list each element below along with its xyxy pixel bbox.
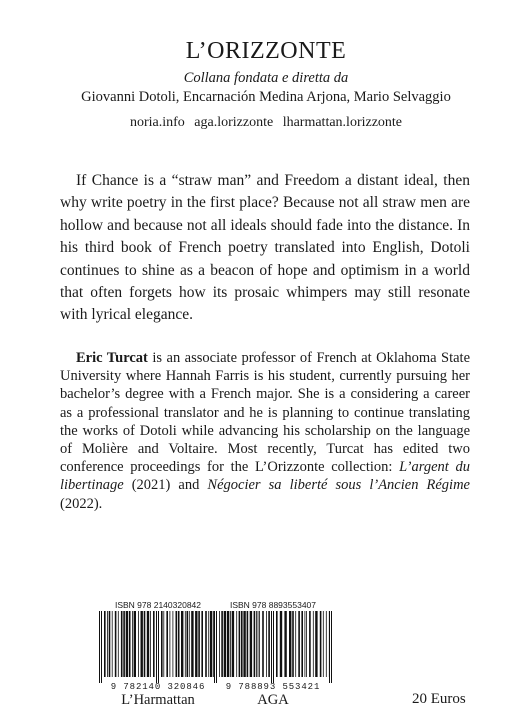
price: 20 Euros (412, 691, 466, 707)
book-title-2: Négocier sa liberté sous l’Ancien Régime (207, 477, 470, 494)
series-links (0, 115, 532, 131)
link-noria[interactable]: noria.info (129, 115, 185, 130)
publisher-label: L’Harmattan (121, 692, 195, 708)
barcode-digits: 9 788893 553421 (225, 682, 321, 692)
bio-text-1: is an associate professor of French at Oklahoma State University where Hannah Farris is his student, currently pursuing her bachelor’s degree with a French major. She is a considering a career as a professional translator and he is planning to continue translating the works of Dotoli while advancing his scholarship on the language of Molière and Voltaire. Most recently, Turcat has edited two conference proceedings for the L’Orizzonte collection: (60, 350, 471, 476)
series-editors: Giovanni Dotoli, Encarnación Medina Arjona, Mario Selvaggio (81, 89, 451, 105)
bio-text-3: (2022). (60, 495, 103, 512)
publisher-label: AGA (257, 692, 289, 708)
barcode-bars (212, 611, 334, 683)
isbn-label: ISBN 978 2140320842 (114, 600, 202, 610)
barcode-bars (97, 611, 219, 683)
bio-text-2: (2021) and (123, 477, 208, 494)
link-lharmattan[interactable]: lharmattan.lorizzonte (282, 115, 403, 130)
isbn-label: ISBN 978 8893553407 (229, 600, 317, 610)
book-title-1: L’argent du libertinage (60, 459, 470, 494)
author-bio (60, 349, 470, 513)
series-subtitle: Collana fondata e diretta da (183, 70, 349, 86)
barcode-digits: 9 782140 320846 (110, 682, 206, 692)
back-cover-blurb: If Chance is a “straw man” and Freedom a distant ideal, then why write poetry in the first place? Because not all straw men are hollow and because not all ideals should fade into the distance. In his third book of French poetry translated into English, Dotoli continues to shine as a beacon of hope and optimism in a world that often forgets how its prosaic whimpers may still resonate with lyrical elegance. (60, 172, 470, 324)
barcode-aga (212, 600, 334, 709)
author-name: Eric Turcat (76, 350, 148, 366)
barcode-lharmattan (97, 600, 219, 709)
link-aga[interactable]: aga.lorizzonte (194, 115, 274, 130)
series-title: L’ORIZZONTE (185, 38, 347, 64)
